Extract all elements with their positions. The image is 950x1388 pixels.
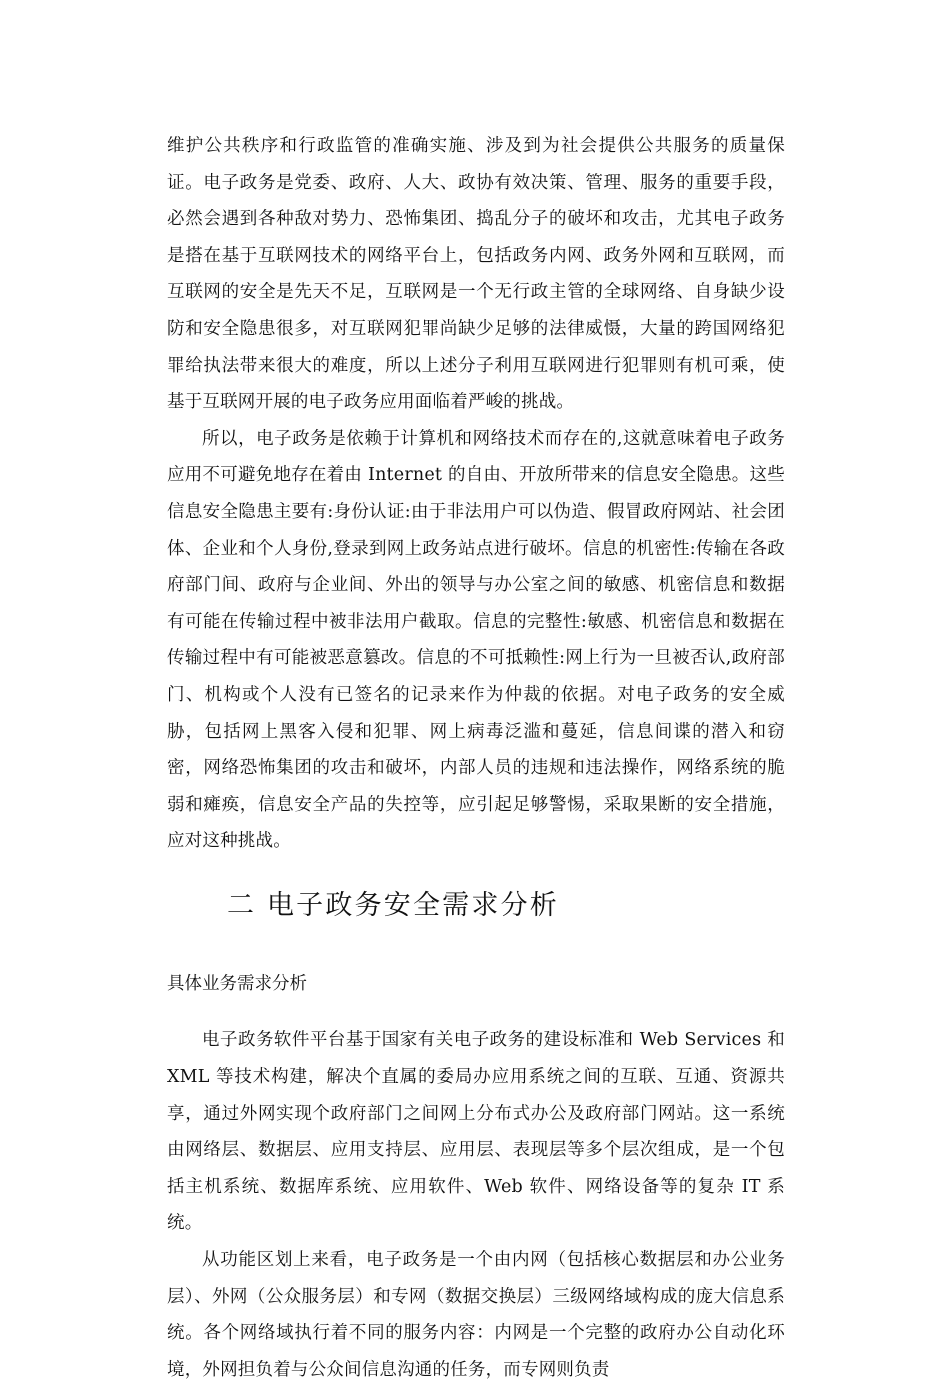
- subheading: 具体业务需求分析: [167, 973, 307, 994]
- document-page: [167, 128, 785, 1388]
- spacer: [167, 1002, 785, 1022]
- section-heading: 二 电子政务安全需求分析: [227, 889, 559, 921]
- paragraph-network-domains: 从功能区划上来看，电子政务是一个由内网（包括核心数据层和办公业务层）、外网（公众服务层）和专网（数据交换层）三级网络域构成的庞大信息系统。各个网络域执行着不同的服务内容：内网是一个完整的政府办公自动化环境，外网担负着与公众间信息沟通的任务，而专网则负责: [167, 1250, 785, 1380]
- paragraph-security-risks: 所以，电子政务是依赖于计算机和网络技术而存在的,这就意味着电子政务应用不可避免地存在着由 Internet 的自由、开放所带来的信息安全隐患。这些信息安全隐患主要有:身份认证:由于非法用户可以伪造、假冒政府网站、社会团体、企业和个人身份,登录到网上政务站点进行破坏。信息的机密性:传输在各政府部门间、政府与企业间、外出的领导与办公室之间的敏感、机密信息和数据有可能在传输过程中被非法用户截取。信息的完整性:敏感、机密信息和数据在传输过程中有可能被恶意篡改。信息的不可抵赖性:网上行为一旦被否认,政府部门、机构或个人没有已签名的记录来作为仲裁的依据。对电子政务的安全威胁，包括网上黑客入侵和犯罪、网上病毒泛滥和蔓延，信息间谍的潜入和窃密，网络恐怖集团的攻击和破坏，内部人员的违规和违法操作，网络系统的脆弱和瘫痪，信息安全产品的失控等，应引起足够警惕，采取果断的安全措施，应对这种挑战。: [167, 428, 785, 852]
- paragraph-security-threats-intro: 维护公共秩序和行政监管的准确实施、涉及到为社会提供公共服务的质量保证。电子政务是党委、政府、人大、政协有效决策、管理、服务的重要手段，必然会遇到各种敌对势力、恐怖集团、捣乱分子的破坏和攻击，尤其电子政务是搭在基于互联网技术的网络平台上，包括政务内网、政务外网和互联网，而互联网的安全是先天不足，互联网是一个无行政主管的全球网络、自身缺少设防和安全隐患很多，对互联网犯罪尚缺少足够的法律威慑，大量的跨国网络犯罪给执法带来很大的难度，所以上述分子利用互联网进行犯罪则有机可乘，使基于互联网开展的电子政务应用面临着严峻的挑战。: [167, 136, 785, 413]
- paragraph-platform: 电子政务软件平台基于国家有关电子政务的建设标准和 Web Services 和 XML 等技术构建，解决个直属的委局办应用系统之间的互联、互通、资源共享，通过外网实现个政府部门之间网上分布式办公及政府部门网站。这一系统由网络层、数据层、应用支持层、应用层、表现层等多个层次组成，是一个包括主机系统、数据库系统、应用软件、Web 软件、网络设备等的复杂 IT 系统。: [167, 1030, 785, 1234]
